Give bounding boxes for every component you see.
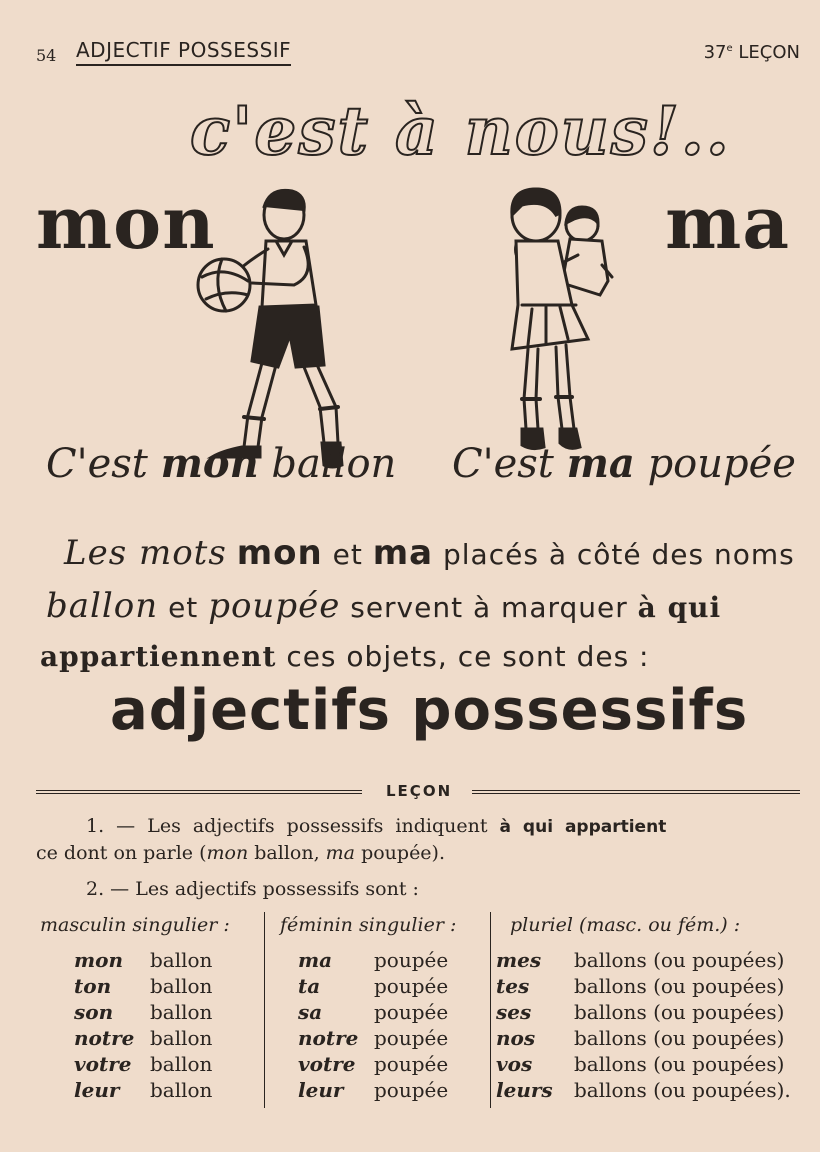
rule1-c: ce dont on parle ( xyxy=(36,842,207,864)
table-row xyxy=(298,1077,448,1103)
noun: ballon xyxy=(150,974,213,998)
possessive: leur xyxy=(74,1078,120,1102)
noun: ballons (ou poupées) xyxy=(574,1000,785,1024)
line3-a: appartiennent xyxy=(40,640,277,673)
feminine-forms-table xyxy=(298,947,448,1103)
possessive: ta xyxy=(298,974,321,998)
table-row xyxy=(496,1051,791,1077)
table-row xyxy=(74,999,212,1025)
rule1-a: 1. — Les adjectifs possessifs indiquent xyxy=(86,815,488,837)
rule1-b: à qui appartient xyxy=(499,817,667,837)
masculine-forms-table xyxy=(74,947,212,1103)
line1-e: placés à côté des noms xyxy=(443,538,795,571)
table-row xyxy=(298,947,448,973)
possessive: leur xyxy=(298,1078,344,1102)
explanation-line-1 xyxy=(64,533,795,573)
possessive: mes xyxy=(496,948,542,972)
possessive: ses xyxy=(496,1000,532,1024)
rule-divider-left xyxy=(36,790,362,794)
possessive: ma xyxy=(298,948,333,972)
possessive: mon xyxy=(74,948,124,972)
noun: ballon xyxy=(150,948,213,972)
slogan: c'est à nous!.. xyxy=(190,92,731,170)
table-row xyxy=(496,1025,791,1051)
lesson-number-value: 37 xyxy=(703,42,727,63)
table-row xyxy=(74,1025,212,1051)
possessive: vos xyxy=(496,1052,533,1076)
table-row xyxy=(496,973,791,999)
explanation-line-2 xyxy=(46,586,721,626)
possessive: sa xyxy=(298,1000,323,1024)
girl-with-doll-illustration xyxy=(502,185,622,465)
possessive: son xyxy=(74,1000,114,1024)
page-number: 54 xyxy=(36,46,57,65)
lesson-word: LEÇON xyxy=(738,42,800,63)
table-row xyxy=(298,999,448,1025)
rule1-g: poupée). xyxy=(361,842,446,864)
table-row xyxy=(74,1051,212,1077)
possessive: votre xyxy=(74,1052,132,1076)
column-divider-2 xyxy=(490,912,491,1108)
lesson-number xyxy=(704,42,800,63)
caption-boy-post: ballon xyxy=(271,441,397,487)
noun: ballon xyxy=(150,1078,213,1102)
line3-b: ces objets, ce sont des : xyxy=(286,640,650,673)
line2-e: à qui xyxy=(637,591,722,624)
table-row xyxy=(74,973,212,999)
chapter-title: ADJECTIF POSSESSIF xyxy=(76,38,291,66)
noun: poupée xyxy=(374,1078,449,1102)
table-row xyxy=(74,1077,212,1103)
table-row xyxy=(298,1025,448,1051)
rule-divider-right xyxy=(472,790,800,794)
caption-boy xyxy=(46,440,396,487)
noun: poupée xyxy=(374,1052,449,1076)
table-row xyxy=(298,973,448,999)
possessive: votre xyxy=(298,1052,356,1076)
rule1-e: ballon, xyxy=(254,842,320,864)
table-row xyxy=(496,947,791,973)
column-head-feminine: féminin singulier : xyxy=(280,914,457,936)
lesson-number-suffix: e xyxy=(726,43,733,54)
caption-girl-pre: C'est xyxy=(452,441,554,487)
noun: ballons (ou poupées) xyxy=(574,1052,785,1076)
caption-girl-bold: ma xyxy=(566,440,635,487)
rule1-d: mon xyxy=(206,842,249,864)
noun: ballons (ou poupées) xyxy=(574,974,785,998)
rule-2: 2. — Les adjectifs possessifs sont : xyxy=(86,878,419,900)
plural-forms-table xyxy=(496,947,791,1103)
noun: ballons (ou poupées) xyxy=(574,948,785,972)
possessive: nos xyxy=(496,1026,536,1050)
possessive: notre xyxy=(74,1026,135,1050)
column-head-plural: pluriel (masc. ou fém.) : xyxy=(510,914,741,936)
line2-a: ballon xyxy=(46,586,159,626)
line1-b: mon xyxy=(236,533,323,573)
rule-1-line-1 xyxy=(86,815,666,837)
column-head-masculine: masculin singulier : xyxy=(40,914,230,936)
noun: poupée xyxy=(374,974,449,998)
table-row xyxy=(74,947,212,973)
rule-1-line-2 xyxy=(36,842,445,864)
line2-d: servent à marquer xyxy=(350,591,628,624)
boy-with-ball-illustration xyxy=(192,185,352,475)
caption-boy-pre: C'est xyxy=(46,441,148,487)
caption-girl xyxy=(452,440,796,487)
line1-c: et xyxy=(332,538,363,571)
rule1-f: ma xyxy=(325,842,356,864)
noun: ballon xyxy=(150,1026,213,1050)
table-row xyxy=(298,1051,448,1077)
line2-b: et xyxy=(168,591,199,624)
noun: poupée xyxy=(374,948,449,972)
line1-a: Les mots xyxy=(64,533,227,573)
table-row xyxy=(496,999,791,1025)
column-divider-1 xyxy=(264,912,265,1108)
line2-c: poupée xyxy=(208,586,341,626)
noun: ballons (ou poupées) xyxy=(574,1026,785,1050)
word-ma: ma xyxy=(665,180,790,265)
possessive: notre xyxy=(298,1026,359,1050)
noun: poupée xyxy=(374,1026,449,1050)
possessive: leurs xyxy=(496,1078,553,1102)
noun: ballon xyxy=(150,1000,213,1024)
caption-boy-bold: mon xyxy=(160,440,259,487)
possessive: tes xyxy=(496,974,530,998)
line1-d: ma xyxy=(372,533,434,573)
explanation-line-3 xyxy=(40,640,650,673)
word-mon: mon xyxy=(36,180,216,265)
table-row xyxy=(496,1077,791,1103)
lesson-title: LEÇON xyxy=(386,782,453,800)
conclusion-heading: adjectifs possessifs xyxy=(110,678,749,743)
possessive: ton xyxy=(74,974,112,998)
noun: ballons (ou poupées). xyxy=(574,1078,791,1102)
noun: ballon xyxy=(150,1052,213,1076)
noun: poupée xyxy=(374,1000,449,1024)
caption-girl-post: poupée xyxy=(647,441,796,487)
